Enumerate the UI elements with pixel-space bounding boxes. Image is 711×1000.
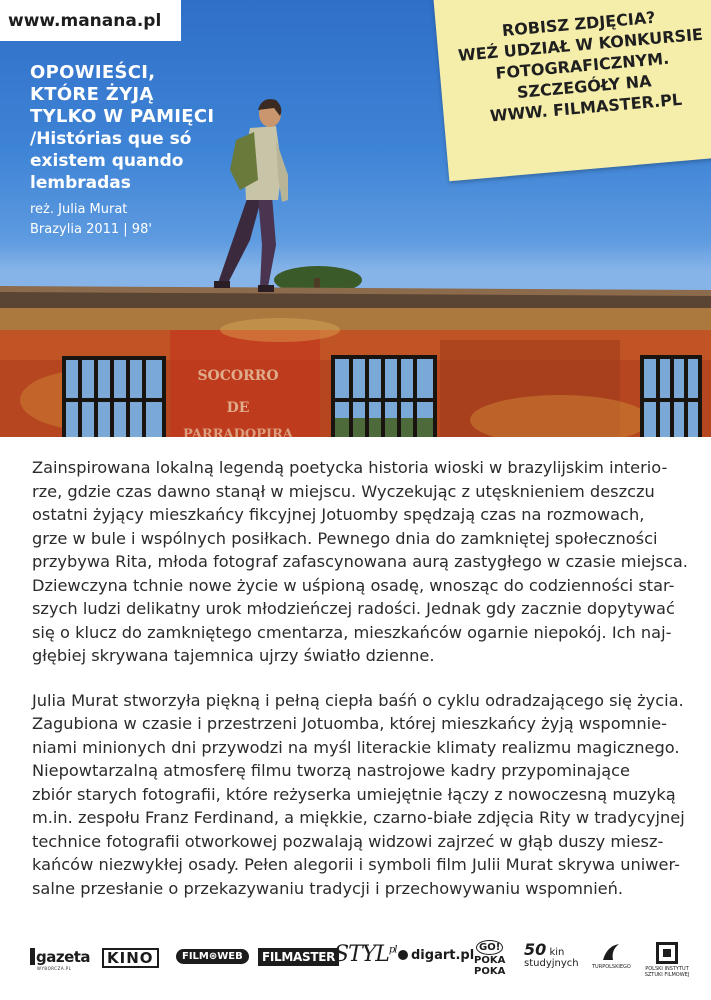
wagon-window-left <box>62 356 166 437</box>
kino-logo: KINO <box>102 948 159 968</box>
kina-studyjne-logo: 50 kin studyjnych <box>524 940 579 969</box>
wagon-window-middle <box>331 355 437 437</box>
styl-logo: $STYL^{pl}$ <box>334 942 397 967</box>
tur-logo: TURPOLSKIEGO <box>592 942 631 970</box>
film-director: reż. Julia Murat <box>30 202 128 217</box>
contest-sticky-note <box>433 0 711 181</box>
film-description <box>32 456 692 900</box>
pisf-logo: POLSKI INSTYTUT SZTUKI FILMOWEJ <box>644 942 690 978</box>
wagon-lettering-3: PARRADOPIRA <box>183 427 293 437</box>
site-url[interactable]: www.manana.pl <box>0 0 181 41</box>
contest-note-text: ROBISZ ZDJĘCIA? WEŹ UDZIAŁ W KONKURSIE FOTOGRAFICZNYM. SZCZEGÓŁY NA WWW. FILMASTER.PL <box>457 7 704 126</box>
film-title-polish: OPOWIEŚCI, KTÓRE ŻYJĄ TYLKO W PAMIĘCI <box>30 62 215 127</box>
wagon-lettering-2: DE <box>226 400 250 416</box>
description-paragraph-2: Julia Murat stworzyła piękną i pełną ciepła baśń o cyklu odradzającego się życia. Zagubiona w czasie i przestrzeni Jotuomba, której mieszkańcy żyją wspomnie- niami minionych dni przywodzi na myśl literackie klimaty realizmu magicznego. Niepowtarzalną atmosferę filmu tworzą nastrojowe kadry przypominające zbiór starych fotografii, które reżyserka umiejętnie łączy z nowoczesną muzyką m.in. zespołu Franz Ferdinand, a miękkie, czarno-białe zdjęcia Rity w tradycyjnej technice fotografii otworkowej pozwalają widzowi zajrzeć w głąb duszy miesz- kańców niezwykłej osady. Pełen alegorii i symboli film Julii Murat skrywa uniwer- salne przesłanie o przekazywaniu tradycji i przechowywaniu wspomnień. <box>32 690 685 898</box>
filmaster-logo: FILMASTER <box>258 948 339 966</box>
filmweb-logo: FILM⊛WEB <box>176 949 249 964</box>
tur-emblem-icon <box>601 942 621 962</box>
film-title-original: /Histórias que só existem quando lembradas <box>30 129 192 193</box>
film-still <box>0 0 711 437</box>
digart-logo: digart.pl <box>398 948 474 963</box>
description-paragraph-1: Zainspirowana lokalną legendą poetycka historia wioski w brazylijskim interio- rze, gdzie czas dawno stanął w miejscu. Wyczekując z utęsknieniem deszczu ostatni żyjący mieszkańcy fikcyjnej Jotuomby spędzają czas na rozmowach, grze w bule i wspólnych posiłkach. Pewnego dnia do zamkniętej społeczności przybywa Rita, młoda fotograf zafascynowana aurą zastygłego w czasie miejsca. Dziewczyna tchnie nowe życie w uśpioną osadę, wnosząc do codzienności star- szych ludzi delikatny urok młodzieńczej radości. Jednak gdy zacznie dopytywać się o klucz do zamkniętego cmentarza, mieszkańców ogarnie niepokój. Ich naj- głębiej skrywana tajemnica ujrzy światło dzienne. <box>32 458 688 665</box>
film-country-year-runtime: Brazylia 2011 | 98' <box>30 222 152 237</box>
wagon-window-right <box>640 355 702 437</box>
film-info <box>30 62 260 240</box>
wagon-lettering-1: SOCORRO <box>197 368 279 384</box>
go-poka-poka-logo: GO! POKA POKA <box>474 942 506 977</box>
pisf-square-icon <box>656 942 678 964</box>
sponsor-logos <box>30 940 690 984</box>
gazeta-logo: gazeta WYBORCZA.PL <box>30 948 90 971</box>
